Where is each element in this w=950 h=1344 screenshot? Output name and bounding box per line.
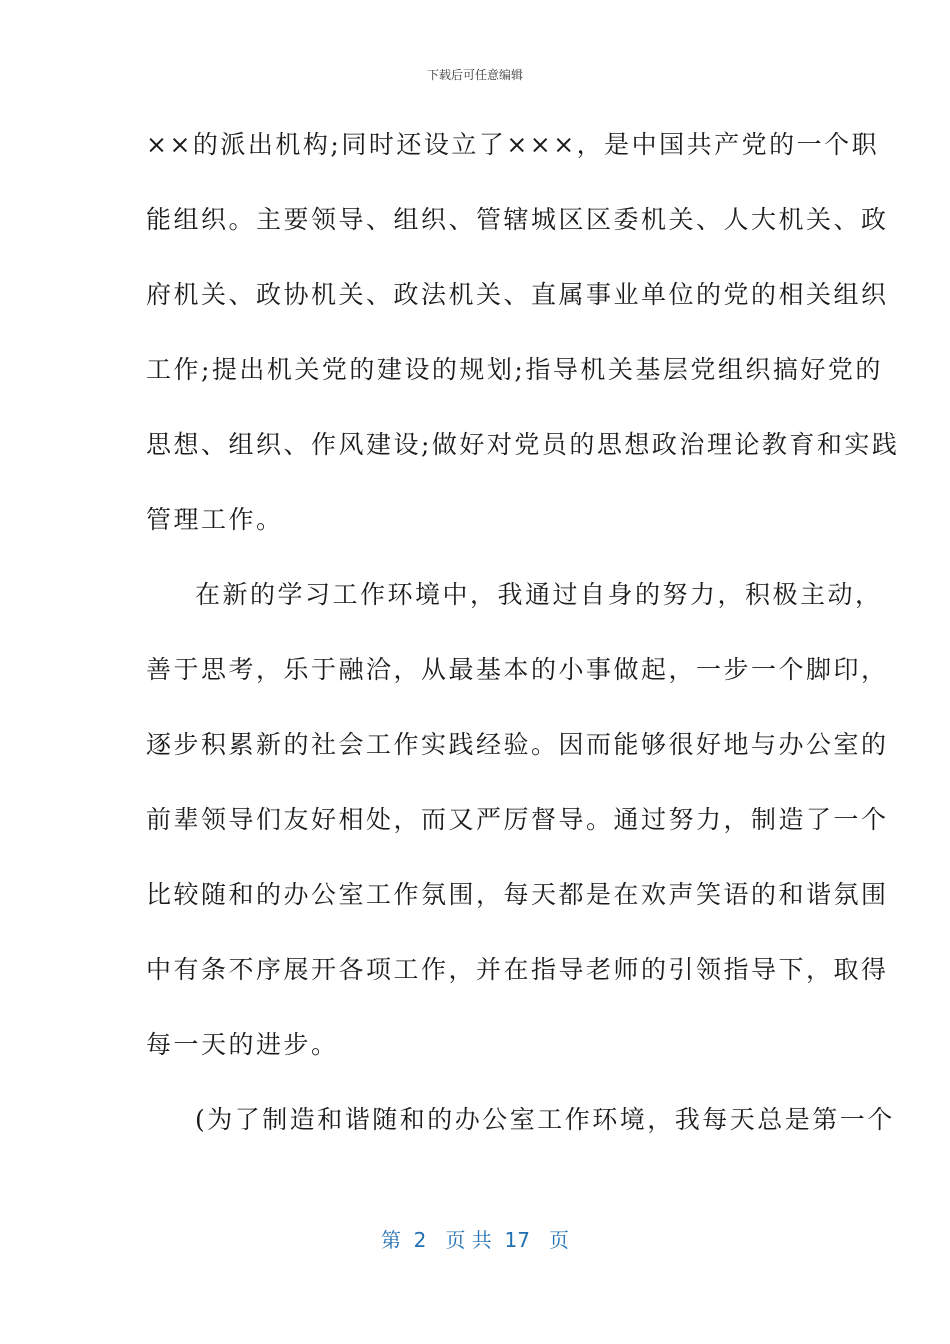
page-number-footer: 第 2 页 共 17 页 xyxy=(380,1228,570,1252)
text-line: 逐步积累新的社会工作实践经验。因而能够很好地与办公室的 xyxy=(146,730,889,759)
document-body xyxy=(146,119,900,1169)
text-line: ××的派出机构;同时还设立了×××，是中国共产党的一个职 xyxy=(146,130,880,159)
paragraph-start-line: 在新的学习工作环境中，我通过自身的努力，积极主动， xyxy=(195,580,883,609)
text-line: 能组织。主要领导、组织、管辖城区区委机关、人大机关、政 xyxy=(146,205,889,234)
text-line: 比较随和的办公室工作氛围，每天都是在欢声笑语的和谐氛围 xyxy=(146,880,889,909)
text-line: 管理工作。 xyxy=(146,505,284,534)
text-line: 思想、组织、作风建设;做好对党员的思想政治理论教育和实践 xyxy=(146,430,900,459)
text-line: 前辈领导们友好相处，而又严厉督导。通过努力，制造了一个 xyxy=(146,805,889,834)
text-line: 工作;提出机关党的建设的规划;指导机关基层党组织搞好党的 xyxy=(146,355,883,384)
header-note: 下载后可任意编辑 xyxy=(426,68,523,82)
text-line: 善于思考，乐于融洽，从最基本的小事做起，一步一个脚印， xyxy=(146,655,889,684)
text-line: 府机关、政协机关、政法机关、直属事业单位的党的相关组织 xyxy=(146,280,889,309)
paragraph-start-line: (为了制造和谐随和的办公室工作环境，我每天总是第一个 xyxy=(195,1105,895,1134)
text-line: 中有条不序展开各项工作，并在指导老师的引领指导下，取得 xyxy=(146,955,889,984)
text-line: 每一天的进步。 xyxy=(146,1030,339,1059)
